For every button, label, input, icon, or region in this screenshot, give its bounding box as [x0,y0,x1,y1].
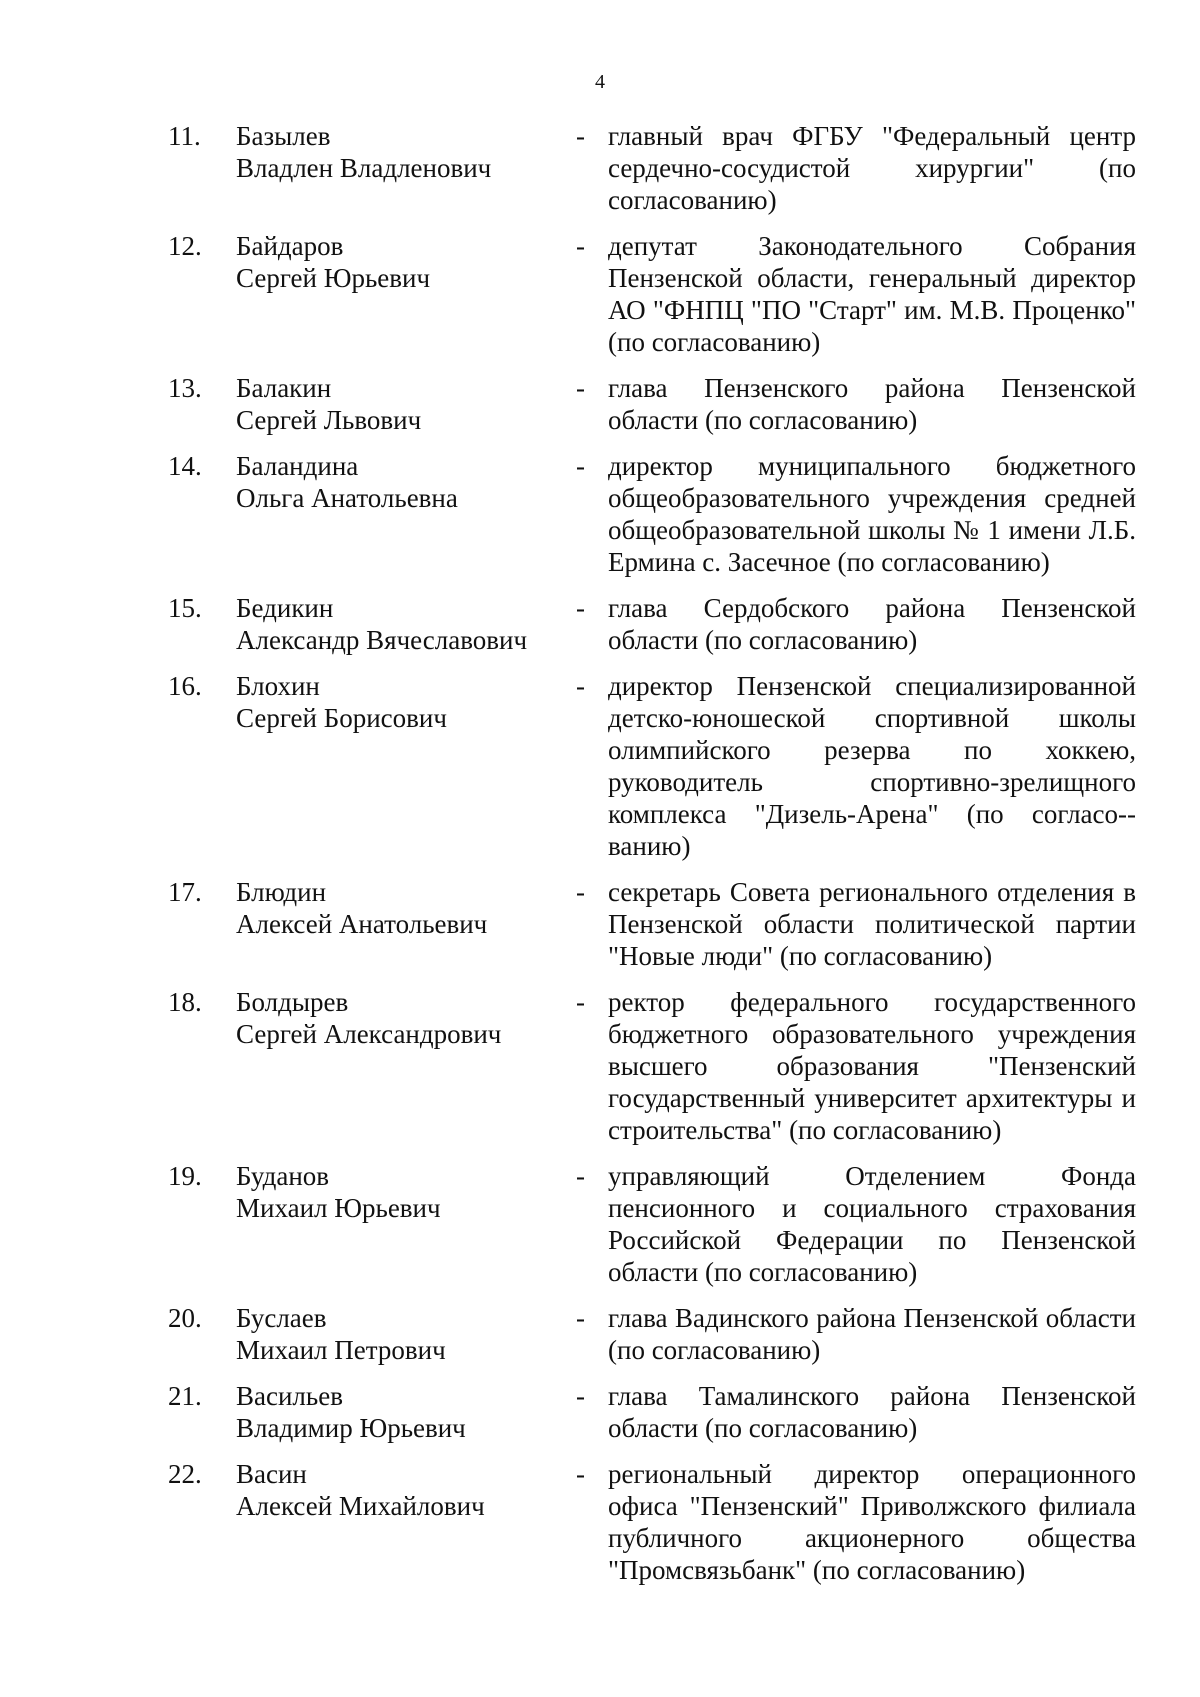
dash-separator: - [576,121,585,151]
item-number: 12. [168,231,202,261]
dash-separator: - [576,1381,585,1411]
member-position: глава Тамалинского района Пензенской области (по согласованию) [608,1381,1136,1443]
members-list [0,120,1200,1600]
list-item [0,670,1200,862]
given-names: Владлен Владленович [236,153,492,183]
item-number: 21. [168,1381,202,1411]
given-names: Сергей Юрьевич [236,263,431,293]
member-name [236,372,566,436]
surname: Болдырев [236,987,349,1017]
item-number: 13. [168,373,202,403]
item-number: 17. [168,877,202,907]
dash-separator: - [576,451,585,481]
member-name [236,1380,566,1444]
dash-separator: - [576,373,585,403]
member-name [236,230,566,294]
surname: Баландина [236,451,359,481]
page-number: 4 [595,71,605,93]
member-name [236,120,566,184]
member-name [236,1458,566,1522]
member-position: ректор федерального государственного бюджетного образовательного учреждения высшего образования "Пензенский государственный университет архитектуры и строительства" (по согласованию) [608,987,1136,1145]
member-name [236,450,566,514]
member-position: глава Пензенского района Пензенской области (по согласованию) [608,373,1136,435]
list-item [0,1160,1200,1288]
given-names: Александр Вячеславович [236,625,528,655]
member-position: секретарь Совета регионального отделения в Пензенской области политической партии "Новые люди" (по согласованию) [608,877,1136,971]
surname: Васин [236,1459,307,1489]
list-item [0,1458,1200,1586]
item-number: 22. [168,1459,202,1489]
member-name [236,986,566,1050]
given-names: Сергей Борисович [236,703,447,733]
member-name [236,592,566,656]
list-item [0,372,1200,436]
item-number: 15. [168,593,202,623]
given-names: Алексей Анатольевич [236,909,488,939]
member-name [236,1302,566,1366]
surname: Буслаев [236,1303,327,1333]
surname: Васильев [236,1381,343,1411]
member-position: глава Сердобского района Пензенской области (по согласованию) [608,593,1136,655]
list-item [0,876,1200,972]
item-number: 19. [168,1161,202,1191]
dash-separator: - [576,231,585,261]
member-position: управляющий Отделением Фонда пенсионного и социального страхования Российской Федерации по Пензенской области (по согласованию) [608,1161,1136,1287]
given-names: Михаил Юрьевич [236,1193,441,1223]
given-names: Михаил Петрович [236,1335,446,1365]
dash-separator: - [576,593,585,623]
list-item [0,1302,1200,1366]
member-name [236,670,566,734]
given-names: Сергей Александрович [236,1019,502,1049]
item-number: 16. [168,671,202,701]
member-position: региональный директор операционного офиса "Пензенский" Приволжского филиала публичного акционерного общества "Промсвязьбанк" (по согласованию) [608,1459,1136,1585]
list-item [0,986,1200,1146]
item-number: 20. [168,1303,202,1333]
surname: Буданов [236,1161,330,1191]
surname: Бедикин [236,593,334,623]
given-names: Владимир Юрьевич [236,1413,466,1443]
item-number: 14. [168,451,202,481]
dash-separator: - [576,1161,585,1191]
surname: Балакин [236,373,332,403]
item-number: 11. [168,121,201,151]
member-position: директор муниципального бюджетного общеобразовательного учреждения средней общеобразовательной школы № 1 имени Л.Б. Ермина с. Засечное (по согласованию) [608,451,1136,577]
dash-separator: - [576,877,585,907]
surname: Блохин [236,671,320,701]
given-names: Алексей Михайлович [236,1491,485,1521]
list-item [0,1380,1200,1444]
member-position: глава Вадинского района Пензенской области (по согласованию) [608,1303,1136,1365]
list-item [0,592,1200,656]
list-item [0,120,1200,216]
dash-separator: - [576,1303,585,1333]
given-names: Ольга Анатольевна [236,483,458,513]
list-item [0,450,1200,578]
surname: Байдаров [236,231,344,261]
member-position: директор Пензенской специализированной детско-юношеской спортивной школы олимпийского резерва по хоккею, руководитель спортивно-зрелищного комплекса "Дизель-Арена" (по согласо-ванию) [608,671,1136,861]
given-names: Сергей Львович [236,405,422,435]
dash-separator: - [576,671,585,701]
list-item [0,230,1200,358]
member-name [236,876,566,940]
member-position: депутат Законодательного Собрания Пензенской области, генеральный директор АО "ФНПЦ "ПО "Старт" им. М.В. Проценко" (по согласованию) [608,231,1136,357]
dash-separator: - [576,1459,585,1489]
surname: Базылев [236,121,331,151]
member-name [236,1160,566,1224]
surname: Блюдин [236,877,327,907]
member-position: главный врач ФГБУ "Федеральный центр сердечно-сосудистой хирургии" (по согласованию) [608,121,1136,215]
dash-separator: - [576,987,585,1017]
item-number: 18. [168,987,202,1017]
